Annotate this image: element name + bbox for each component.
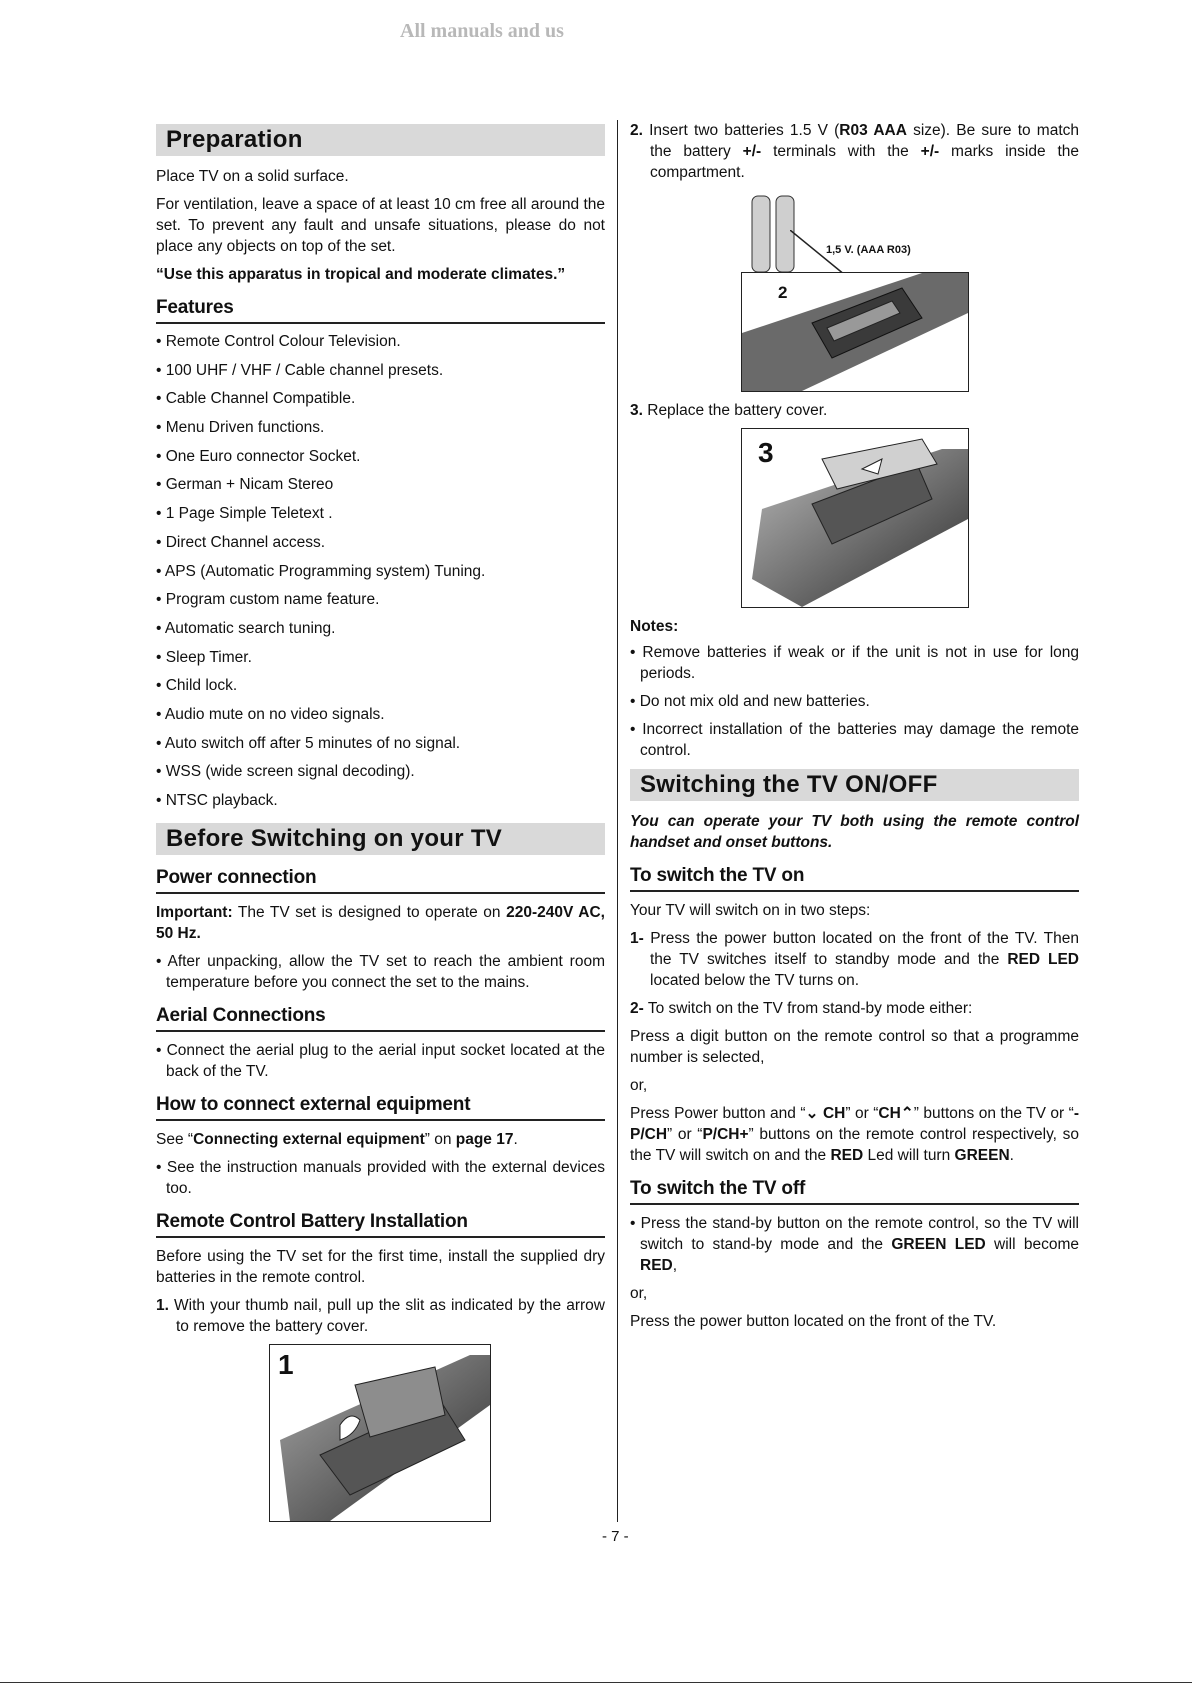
figure-3-label: 3: [758, 437, 774, 468]
preparation-p2: For ventilation, leave a space of at least 10 cm free all around the set. To prevent any fault and unsafe situations, please do not place any objects on top of the set.: [156, 196, 605, 255]
watermark: All manuals and us: [400, 20, 564, 42]
battery-spec-caption: 1,5 V. (AAA R03): [826, 244, 911, 256]
feature-item: • Menu Driven functions.: [156, 419, 325, 437]
feature-item: • German + Nicam Stereo: [156, 476, 334, 494]
figure-insert-batteries: [630, 190, 1079, 400]
battery-step-3: 3. Replace the battery cover.: [630, 402, 828, 419]
feature-item: • Cable Channel Compatible.: [156, 390, 356, 408]
switch-on-digit: Press a digit button on the remote control so that a programme number is selected,: [630, 1028, 1079, 1066]
feature-item: • Remote Control Colour Television.: [156, 333, 401, 350]
switching-intro: You can operate your TV both using the remote control handset and onset buttons.: [630, 813, 1079, 851]
switch-off-bullet: • Press the stand-by button on the remote control, so the TV will switch to stand-by mode and the GREEN LED will become RED,: [630, 1215, 1079, 1274]
right-column: [630, 120, 1079, 1339]
switch-off-front-button: Press the power button located on the front of the TV.: [630, 1313, 997, 1330]
bottom-rule: [0, 1682, 1192, 1683]
battery-step-2: 2. Insert two batteries 1.5 V (R03 AAA size). Be sure to match the battery +/- terminals with the +/- marks inside the compartment.: [630, 122, 1079, 181]
battery-intro: Before using the TV set for the first time, install the supplied dry batteries in the remote control.: [156, 1248, 605, 1286]
subsection-title-features: Features: [156, 297, 605, 324]
notes-list: [630, 642, 1079, 761]
note-item: • Do not mix old and new batteries.: [630, 693, 870, 710]
section-title-switching: Switching the TV ON/OFF: [630, 769, 1079, 801]
column-divider: [617, 120, 618, 1522]
or-separator-2: or,: [630, 1285, 648, 1302]
remote-cover-illustration: [270, 1345, 490, 1521]
features-list: [156, 332, 605, 811]
figure-2-frame: [741, 272, 969, 392]
preparation-climate-note: “Use this apparatus in tropical and moderate climates.”: [156, 266, 566, 283]
feature-item: • WSS (wide screen signal decoding).: [156, 763, 415, 781]
figure-remove-battery-cover: [269, 1344, 491, 1522]
feature-item: • Automatic search tuning.: [156, 619, 336, 637]
subsection-title-power: Power connection: [156, 867, 605, 894]
battery-step-1: 1. With your thumb nail, pull up the slit as indicated by the arrow to remove the battery cover.: [156, 1297, 605, 1335]
note-item: • Incorrect installation of the batteries may damage the remote control.: [630, 721, 1079, 759]
section-title-before-switching: Before Switching on your TV: [156, 823, 605, 855]
remote-close-cover-illustration: [742, 429, 968, 607]
note-item: • Remove batteries if weak or if the unit is not in use for long periods.: [630, 644, 1079, 682]
subsection-title-battery: Remote Control Battery Installation: [156, 1211, 605, 1238]
switch-on-power-buttons: Press Power button and “⌄ CH” or “CH⌃” buttons on the TV or “-P/CH” or “P/CH+” buttons on the remote control respectively, so the TV will switch on and the RED Led will turn GREEN.: [630, 1105, 1079, 1164]
feature-item: • 100 UHF / VHF / Cable channel presets.: [156, 361, 444, 379]
left-column: [156, 124, 605, 1522]
power-important: Important: The TV set is designed to operate on 220-240V AC, 50 Hz.: [156, 904, 605, 942]
switch-on-intro: Your TV will switch on in two steps:: [630, 902, 871, 919]
preparation-p1: Place TV on a solid surface.: [156, 168, 349, 185]
external-see-ref: See “Connecting external equipment” on page 17.: [156, 1131, 518, 1148]
feature-item: • 1 Page Simple Teletext .: [156, 505, 333, 523]
feature-item: • Sleep Timer.: [156, 648, 252, 666]
feature-item: • NTSC playback.: [156, 792, 278, 809]
subsection-title-external: How to connect external equipment: [156, 1094, 605, 1121]
subsection-title-switch-off: To switch the TV off: [630, 1178, 1079, 1205]
power-bullet: • After unpacking, allow the TV set to reach the ambient room temperature before you connect the set to the mains.: [156, 953, 605, 991]
figure-replace-battery-cover: [741, 428, 969, 608]
feature-item: • Auto switch off after 5 minutes of no signal.: [156, 734, 461, 752]
feature-item: • Direct Channel access.: [156, 533, 326, 551]
feature-item: • Child lock.: [156, 677, 238, 695]
subsection-title-aerial: Aerial Connections: [156, 1005, 605, 1032]
feature-item: • Program custom name feature.: [156, 591, 380, 609]
remote-open-compartment: [742, 273, 968, 391]
switch-on-step-2: 2- To switch on the TV from stand-by mode either:: [630, 1000, 973, 1017]
external-bullet: • See the instruction manuals provided with the external devices too.: [156, 1159, 605, 1197]
notes-title: Notes:: [630, 618, 679, 635]
feature-item: • One Euro connector Socket.: [156, 447, 361, 465]
page-number: - 7 -: [602, 1528, 629, 1545]
section-title-preparation: Preparation: [156, 124, 605, 156]
or-separator-1: or,: [630, 1077, 648, 1094]
switch-on-step-1: 1- Press the power button located on the front of the TV. Then the TV switches itself to standby mode and the RED LED located below the TV turns on.: [630, 930, 1079, 989]
figure-1-label: 1: [278, 1349, 294, 1380]
figure-2-label: 2: [778, 283, 788, 302]
feature-item: • Audio mute on no video signals.: [156, 705, 385, 723]
subsection-title-switch-on: To switch the TV on: [630, 865, 1079, 892]
feature-item: • APS (Automatic Programming system) Tuning.: [156, 562, 486, 580]
aerial-bullet: • Connect the aerial plug to the aerial input socket located at the back of the TV.: [156, 1042, 605, 1080]
